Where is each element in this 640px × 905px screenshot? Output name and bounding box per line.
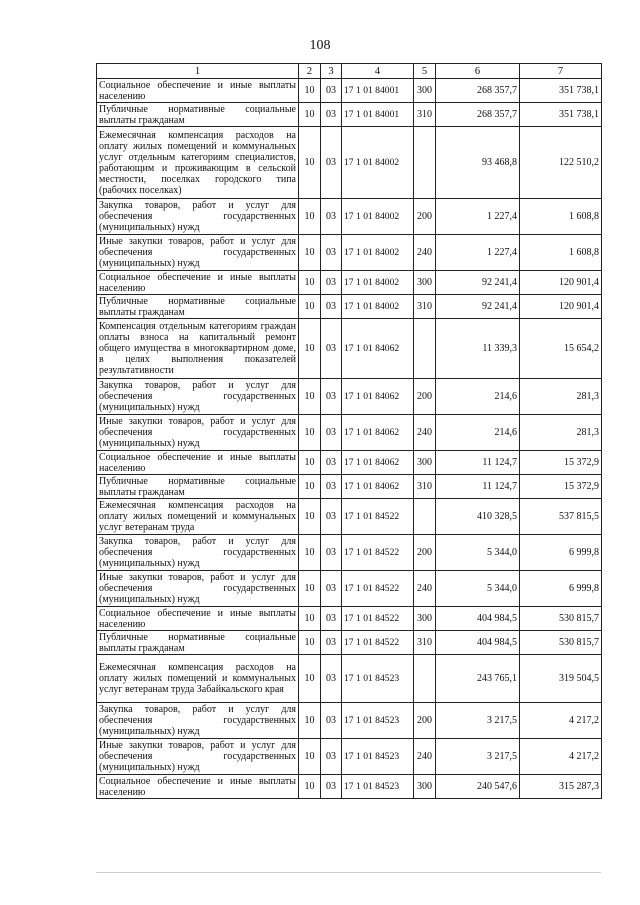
row-expense-type: 200 — [414, 379, 436, 415]
row-amount-col6: 92 241,4 — [436, 271, 520, 295]
row-amount-col6: 243 765,1 — [436, 655, 520, 703]
row-section: 10 — [299, 295, 321, 319]
row-expense-type — [414, 319, 436, 379]
row-expense-type: 310 — [414, 475, 436, 499]
row-section: 10 — [299, 703, 321, 739]
table-row — [97, 775, 602, 799]
row-amount-col7: 351 738,1 — [520, 79, 602, 103]
row-description: Социальное обеспечение и иные выплаты населению — [97, 451, 299, 475]
row-section: 10 — [299, 775, 321, 799]
row-amount-col6: 3 217,5 — [436, 739, 520, 775]
row-section: 10 — [299, 79, 321, 103]
row-section: 10 — [299, 451, 321, 475]
row-subsection: 03 — [321, 199, 342, 235]
row-expense-type: 300 — [414, 607, 436, 631]
row-description: Социальное обеспечение и иные выплаты населению — [97, 607, 299, 631]
row-subsection: 03 — [321, 103, 342, 127]
row-subsection: 03 — [321, 655, 342, 703]
row-section: 10 — [299, 127, 321, 199]
row-amount-col6: 268 357,7 — [436, 103, 520, 127]
row-target-article: 17 1 01 84522 — [342, 571, 414, 607]
row-subsection: 03 — [321, 379, 342, 415]
row-subsection: 03 — [321, 295, 342, 319]
row-target-article: 17 1 01 84062 — [342, 379, 414, 415]
row-amount-col7: 4 217,2 — [520, 739, 602, 775]
row-description: Иные закупки товаров, работ и услуг для обеспечения государственных (муниципальных) нужд — [97, 235, 299, 271]
row-section: 10 — [299, 199, 321, 235]
row-amount-col7: 120 901,4 — [520, 295, 602, 319]
row-section: 10 — [299, 571, 321, 607]
row-description: Публичные нормативные социальные выплаты гражданам — [97, 295, 299, 319]
row-section: 10 — [299, 499, 321, 535]
row-target-article: 17 1 01 84002 — [342, 127, 414, 199]
row-amount-col7: 351 738,1 — [520, 103, 602, 127]
row-expense-type — [414, 655, 436, 703]
table-row — [97, 295, 602, 319]
row-subsection: 03 — [321, 271, 342, 295]
header-col-2: 2 — [299, 64, 321, 79]
row-subsection: 03 — [321, 499, 342, 535]
row-expense-type: 240 — [414, 739, 436, 775]
row-amount-col7: 537 815,5 — [520, 499, 602, 535]
table-row — [97, 271, 602, 295]
header-col-3: 3 — [321, 64, 342, 79]
row-expense-type: 200 — [414, 199, 436, 235]
row-amount-col7: 319 504,5 — [520, 655, 602, 703]
row-amount-col7: 281,3 — [520, 415, 602, 451]
row-section: 10 — [299, 631, 321, 655]
row-subsection: 03 — [321, 319, 342, 379]
table-row — [97, 127, 602, 199]
row-section: 10 — [299, 535, 321, 571]
table-row — [97, 415, 602, 451]
row-description: Социальное обеспечение и иные выплаты населению — [97, 775, 299, 799]
row-expense-type: 310 — [414, 103, 436, 127]
row-expense-type: 240 — [414, 415, 436, 451]
row-target-article: 17 1 01 84002 — [342, 235, 414, 271]
row-subsection: 03 — [321, 607, 342, 631]
row-amount-col7: 1 608,8 — [520, 199, 602, 235]
row-amount-col7: 122 510,2 — [520, 127, 602, 199]
row-section: 10 — [299, 103, 321, 127]
row-section: 10 — [299, 739, 321, 775]
table-row — [97, 319, 602, 379]
row-subsection: 03 — [321, 79, 342, 103]
header-col-4: 4 — [342, 64, 414, 79]
row-expense-type — [414, 127, 436, 199]
row-subsection: 03 — [321, 703, 342, 739]
row-amount-col6: 214,6 — [436, 415, 520, 451]
row-amount-col7: 4 217,2 — [520, 703, 602, 739]
header-row — [97, 64, 602, 79]
row-description: Ежемесячная компенсация расходов на оплату жилых помещений и коммунальных услуг ветеранам труда — [97, 499, 299, 535]
row-amount-col6: 3 217,5 — [436, 703, 520, 739]
row-amount-col6: 410 328,5 — [436, 499, 520, 535]
header-col-7: 7 — [520, 64, 602, 79]
row-section: 10 — [299, 475, 321, 499]
row-subsection: 03 — [321, 739, 342, 775]
row-description: Иные закупки товаров, работ и услуг для обеспечения государственных (муниципальных) нужд — [97, 415, 299, 451]
table-row — [97, 631, 602, 655]
table-row — [97, 235, 602, 271]
row-amount-col7: 281,3 — [520, 379, 602, 415]
table-row — [97, 451, 602, 475]
table-row — [97, 379, 602, 415]
row-subsection: 03 — [321, 775, 342, 799]
row-expense-type: 200 — [414, 703, 436, 739]
row-description: Закупка товаров, работ и услуг для обеспечения государственных (муниципальных) нужд — [97, 379, 299, 415]
row-description: Иные закупки товаров, работ и услуг для обеспечения государственных (муниципальных) нужд — [97, 571, 299, 607]
row-amount-col6: 5 344,0 — [436, 535, 520, 571]
table-row — [97, 79, 602, 103]
budget-table — [96, 63, 602, 799]
header-col-6: 6 — [436, 64, 520, 79]
row-target-article: 17 1 01 84523 — [342, 739, 414, 775]
row-target-article: 17 1 01 84002 — [342, 199, 414, 235]
row-amount-col7: 15 372,9 — [520, 451, 602, 475]
row-subsection: 03 — [321, 415, 342, 451]
table-row — [97, 703, 602, 739]
header-col-1: 1 — [97, 64, 299, 79]
row-description: Ежемесячная компенсация расходов на оплату жилых помещений и коммунальных услуг ветеранам труда Забайкальского края — [97, 655, 299, 703]
row-amount-col7: 530 815,7 — [520, 631, 602, 655]
row-target-article: 17 1 01 84522 — [342, 631, 414, 655]
row-amount-col7: 15 372,9 — [520, 475, 602, 499]
row-expense-type: 300 — [414, 775, 436, 799]
table-row — [97, 571, 602, 607]
row-section: 10 — [299, 235, 321, 271]
row-description: Публичные нормативные социальные выплаты гражданам — [97, 475, 299, 499]
row-expense-type: 240 — [414, 235, 436, 271]
row-amount-col6: 11 339,3 — [436, 319, 520, 379]
row-amount-col6: 1 227,4 — [436, 235, 520, 271]
row-subsection: 03 — [321, 475, 342, 499]
row-target-article: 17 1 01 84522 — [342, 499, 414, 535]
row-section: 10 — [299, 415, 321, 451]
table-row — [97, 499, 602, 535]
row-description: Ежемесячная компенсация расходов на оплату жилых помещений и коммунальных услуг отдельным категориям специалистов, работающим и проживающим в сельской местности, поселках городского типа (рабочих поселках) — [97, 127, 299, 199]
row-amount-col6: 93 468,8 — [436, 127, 520, 199]
row-target-article: 17 1 01 84001 — [342, 103, 414, 127]
row-amount-col6: 92 241,4 — [436, 295, 520, 319]
row-description: Закупка товаров, работ и услуг для обеспечения государственных (муниципальных) нужд — [97, 703, 299, 739]
header-col-5: 5 — [414, 64, 436, 79]
table-row — [97, 535, 602, 571]
row-amount-col6: 404 984,5 — [436, 631, 520, 655]
row-target-article: 17 1 01 84522 — [342, 535, 414, 571]
row-amount-col6: 214,6 — [436, 379, 520, 415]
row-expense-type: 300 — [414, 451, 436, 475]
row-description: Закупка товаров, работ и услуг для обеспечения государственных (муниципальных) нужд — [97, 199, 299, 235]
row-amount-col6: 240 547,6 — [436, 775, 520, 799]
row-amount-col7: 1 608,8 — [520, 235, 602, 271]
table-row — [97, 475, 602, 499]
bottom-divider — [96, 872, 601, 873]
row-subsection: 03 — [321, 571, 342, 607]
row-description: Публичные нормативные социальные выплаты гражданам — [97, 631, 299, 655]
table-row — [97, 655, 602, 703]
row-amount-col7: 530 815,7 — [520, 607, 602, 631]
row-amount-col7: 15 654,2 — [520, 319, 602, 379]
row-expense-type: 310 — [414, 295, 436, 319]
row-section: 10 — [299, 607, 321, 631]
row-amount-col6: 11 124,7 — [436, 475, 520, 499]
row-amount-col7: 6 999,8 — [520, 571, 602, 607]
row-amount-col6: 404 984,5 — [436, 607, 520, 631]
row-target-article: 17 1 01 84002 — [342, 295, 414, 319]
page-number: 108 — [309, 38, 331, 53]
row-expense-type — [414, 499, 436, 535]
row-description: Публичные нормативные социальные выплаты гражданам — [97, 103, 299, 127]
row-subsection: 03 — [321, 127, 342, 199]
row-subsection: 03 — [321, 535, 342, 571]
row-target-article: 17 1 01 84062 — [342, 475, 414, 499]
row-expense-type: 240 — [414, 571, 436, 607]
row-subsection: 03 — [321, 631, 342, 655]
row-section: 10 — [299, 655, 321, 703]
row-expense-type: 200 — [414, 535, 436, 571]
row-amount-col6: 1 227,4 — [436, 199, 520, 235]
row-section: 10 — [299, 379, 321, 415]
row-amount-col7: 6 999,8 — [520, 535, 602, 571]
row-subsection: 03 — [321, 235, 342, 271]
row-target-article: 17 1 01 84062 — [342, 319, 414, 379]
row-description: Компенсация отдельным категориям граждан оплаты взноса на капитальный ремонт общего имущества в многоквартирном доме, в целях выполнения показателей результативности — [97, 319, 299, 379]
row-target-article: 17 1 01 84001 — [342, 79, 414, 103]
row-expense-type: 300 — [414, 271, 436, 295]
row-amount-col6: 5 344,0 — [436, 571, 520, 607]
row-target-article: 17 1 01 84062 — [342, 415, 414, 451]
row-amount-col6: 268 357,7 — [436, 79, 520, 103]
table-body — [97, 79, 602, 799]
row-expense-type: 300 — [414, 79, 436, 103]
row-amount-col6: 11 124,7 — [436, 451, 520, 475]
row-subsection: 03 — [321, 451, 342, 475]
row-target-article: 17 1 01 84523 — [342, 775, 414, 799]
row-target-article: 17 1 01 84523 — [342, 655, 414, 703]
row-section: 10 — [299, 319, 321, 379]
row-section: 10 — [299, 271, 321, 295]
row-target-article: 17 1 01 84523 — [342, 703, 414, 739]
table-row — [97, 739, 602, 775]
table-row — [97, 199, 602, 235]
row-expense-type: 310 — [414, 631, 436, 655]
row-description: Закупка товаров, работ и услуг для обеспечения государственных (муниципальных) нужд — [97, 535, 299, 571]
row-description: Социальное обеспечение и иные выплаты населению — [97, 271, 299, 295]
row-target-article: 17 1 01 84522 — [342, 607, 414, 631]
row-description: Социальное обеспечение и иные выплаты населению — [97, 79, 299, 103]
table-row — [97, 607, 602, 631]
table-row — [97, 103, 602, 127]
row-target-article: 17 1 01 84062 — [342, 451, 414, 475]
row-amount-col7: 315 287,3 — [520, 775, 602, 799]
row-amount-col7: 120 901,4 — [520, 271, 602, 295]
row-target-article: 17 1 01 84002 — [342, 271, 414, 295]
row-description: Иные закупки товаров, работ и услуг для обеспечения государственных (муниципальных) нужд — [97, 739, 299, 775]
